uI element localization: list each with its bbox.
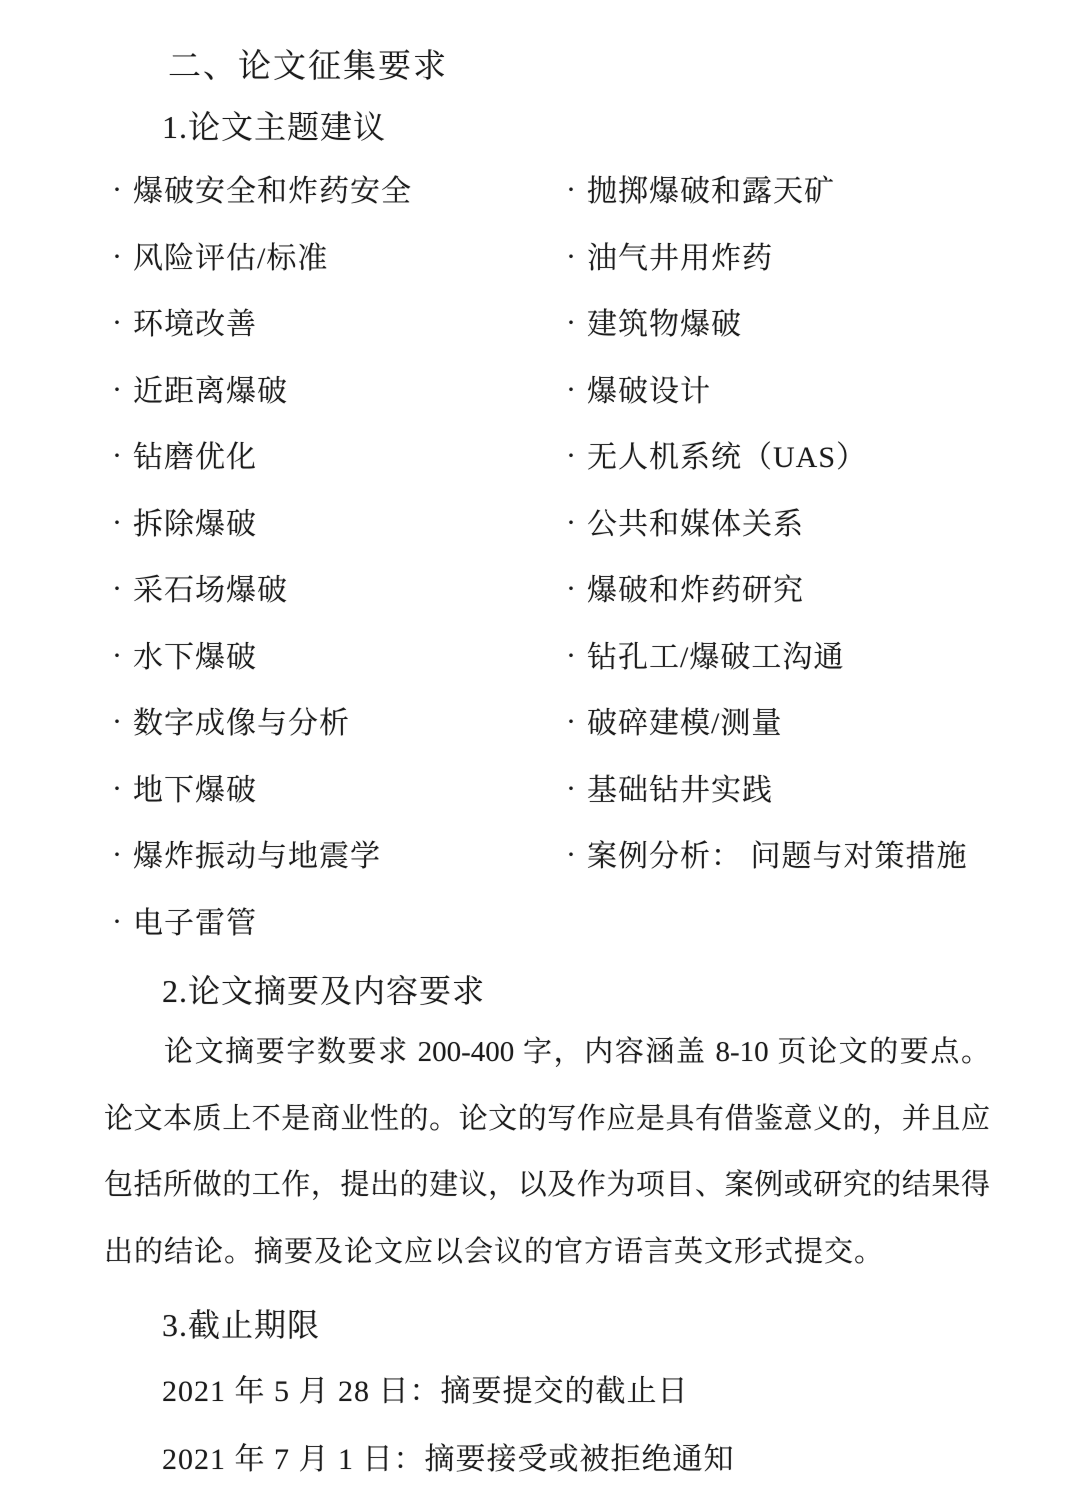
- bullet-dot-icon: ·: [566, 638, 577, 672]
- topic-item: [112, 366, 288, 410]
- topic-label: 近距离爆破: [133, 374, 288, 408]
- topic-item: [566, 831, 968, 875]
- bullet-dot-icon: ·: [112, 439, 123, 472]
- bullet-dot-icon: ·: [566, 306, 577, 339]
- topic-item: [566, 233, 773, 277]
- bullet-dot-icon: ·: [566, 838, 577, 871]
- topics-heading: 1.论文主题建议: [162, 109, 387, 145]
- topic-label: 建筑物爆破: [587, 308, 742, 341]
- topic-item: [112, 432, 257, 476]
- abstract-line: 出的结论。摘要及论文应以会议的官方语言英文形式提交。: [104, 1235, 885, 1268]
- topic-item: [566, 765, 773, 809]
- topic-label: 油气井用炸药: [587, 241, 773, 275]
- bullet-dot-icon: ·: [112, 173, 123, 206]
- topic-item: [112, 499, 257, 543]
- topic-item: [566, 632, 844, 676]
- topic-label: 无人机系统（UAS）: [587, 441, 868, 474]
- bullet-dot-icon: ·: [566, 372, 577, 406]
- topic-label: 采石场爆破: [133, 574, 288, 607]
- topic-item: [566, 299, 742, 343]
- topic-row: [0, 898, 1080, 965]
- topic-label: 爆破安全和炸药安全: [133, 175, 412, 208]
- bullet-dot-icon: ·: [566, 173, 577, 206]
- topic-row: [0, 765, 1080, 832]
- bullet-dot-icon: ·: [112, 239, 123, 273]
- topic-label: 拆除爆破: [133, 507, 257, 541]
- topic-item: [112, 632, 257, 676]
- deadline-item: 2021 年 5 月 28 日：摘要提交的截止日: [162, 1375, 689, 1408]
- topic-label: 电子雷管: [133, 906, 257, 940]
- topic-item: [566, 366, 711, 410]
- topic-row: [0, 632, 1080, 699]
- abstract-paragraph: [104, 1030, 990, 1296]
- deadline-heading: 3.截止期限: [162, 1307, 321, 1343]
- bullet-dot-icon: ·: [112, 771, 123, 805]
- topic-label: 爆炸振动与地震学: [133, 840, 381, 873]
- topic-item: [566, 166, 835, 210]
- topic-item: [566, 565, 804, 609]
- bullet-dot-icon: ·: [112, 705, 123, 738]
- bullet-dot-icon: ·: [112, 838, 123, 871]
- abstract-line: 包括所做的工作，提出的建议，以及作为项目、案例或研究的结果得: [104, 1169, 990, 1201]
- topic-label: 钻磨优化: [133, 441, 257, 474]
- topic-item: [112, 565, 288, 609]
- topic-item: [112, 698, 350, 742]
- topic-label: 案例分析： 问题与对策措施: [587, 840, 968, 873]
- bullet-dot-icon: ·: [566, 705, 577, 738]
- bullet-dot-icon: ·: [112, 372, 123, 406]
- bullet-dot-icon: ·: [112, 572, 123, 605]
- topic-label: 抛掷爆破和露天矿: [587, 175, 835, 208]
- topic-row: [0, 233, 1080, 300]
- topics-list: [0, 166, 1080, 964]
- topic-label: 公共和媒体关系: [587, 507, 804, 541]
- topic-item: [566, 432, 867, 476]
- topic-label: 水下爆破: [133, 640, 257, 674]
- topic-item: [112, 765, 257, 809]
- bullet-dot-icon: ·: [566, 505, 577, 539]
- topic-label: 爆破和炸药研究: [587, 574, 804, 607]
- topic-item: [112, 233, 328, 277]
- topic-row: [0, 698, 1080, 765]
- topic-label: 地下爆破: [133, 773, 257, 807]
- topic-row: [0, 166, 1080, 233]
- topic-label: 风险评估/标准: [133, 241, 329, 275]
- topic-row: [0, 366, 1080, 433]
- topic-label: 环境改善: [133, 308, 257, 341]
- topic-row: [0, 565, 1080, 632]
- topic-row: [0, 432, 1080, 499]
- bullet-dot-icon: ·: [112, 306, 123, 339]
- topic-item: [566, 499, 804, 543]
- section-heading: 二、论文征集要求: [168, 49, 448, 85]
- bullet-dot-icon: ·: [566, 572, 577, 605]
- abstract-line: 论文摘要字数要求 200-400 字，内容涵盖 8-10 页论文的要点。: [164, 1036, 990, 1068]
- bullet-dot-icon: ·: [112, 505, 123, 539]
- bullet-dot-icon: ·: [566, 439, 577, 472]
- topic-row: [0, 299, 1080, 366]
- bullet-dot-icon: ·: [566, 239, 577, 273]
- topic-row: [0, 831, 1080, 898]
- topic-label: 钻孔工/爆破工沟通: [587, 640, 845, 674]
- topic-item: [112, 831, 381, 875]
- abstract-line: 论文本质上不是商业性的。论文的写作应是具有借鉴意义的，并且应: [104, 1102, 990, 1135]
- bullet-dot-icon: ·: [112, 638, 123, 672]
- topic-label: 数字成像与分析: [133, 707, 350, 740]
- bullet-dot-icon: ·: [566, 771, 577, 805]
- topic-item: [112, 898, 257, 942]
- bullet-dot-icon: ·: [112, 904, 123, 938]
- topic-item: [566, 698, 782, 742]
- topic-item: [112, 166, 412, 210]
- topic-label: 破碎建模/测量: [587, 707, 783, 740]
- topic-row: [0, 499, 1080, 566]
- topic-label: 基础钻井实践: [587, 773, 773, 807]
- topic-item: [112, 299, 257, 343]
- abstract-heading: 2.论文摘要及内容要求: [162, 973, 486, 1009]
- deadline-item: 2021 年 7 月 1 日：摘要接受或被拒绝通知: [162, 1443, 735, 1476]
- topic-label: 爆破设计: [587, 374, 711, 408]
